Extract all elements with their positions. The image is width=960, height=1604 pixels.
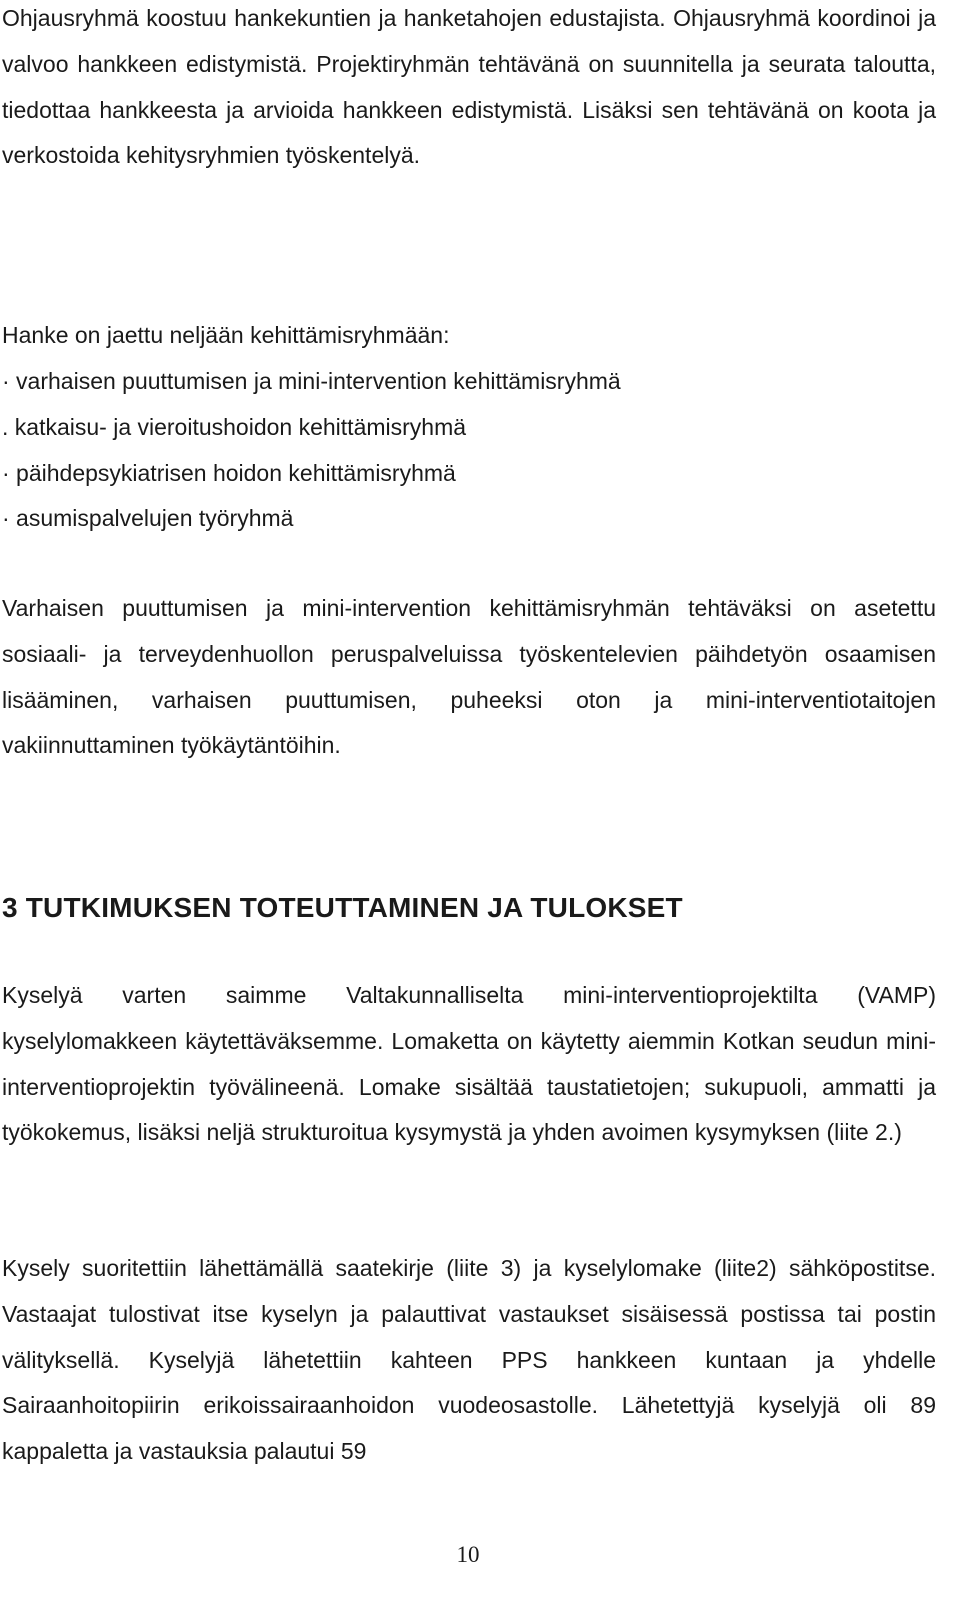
steering-group-paragraph: Ohjausryhmä koostuu hankekuntien ja hanketahojen edustajista. Ohjausryhmä koordinoi ja valvoo hankkeen edistymistä. Projektiryhmän tehtävänä on suunnitella ja seurata taloutta, tiedottaa hankkeesta ja arvioida hankkeen edistymistä. Lisäksi sen tehtävänä on koota ja verkostoida kehitysryhmien työskentelyä. bbox=[2, 5, 936, 169]
list-item: . katkaisu- ja vieroitushoidon kehittämisryhmä bbox=[2, 413, 467, 440]
list-item: · asumispalvelujen työryhmä bbox=[2, 505, 294, 532]
section-heading: 3 TUTKIMUKSEN TOTEUTTAMINEN JA TULOKSET bbox=[2, 892, 683, 923]
early-intervention-paragraph: Varhaisen puuttumisen ja mini-intervention kehittämisryhmän tehtäväksi on asetettu sosiaali- ja terveydenhuollon peruspalveluissa työskentelevien päihdetyön osaamisen lisääminen, varhaisen puuttumisen, puheeksi oton ja mini-interventiotaitojen vakiinnuttaminen työkäytäntöihin. bbox=[2, 595, 936, 759]
survey-form-paragraph: Kyselyä varten saimme Valtakunnalliselta mini-interventioprojektilta (VAMP) kyselylomakkeen käytettäväksemme. Lomaketta on käytetty aiemmin Kotkan seudun mini-interventioprojektin työvälineenä. Lomake sisältää taustatietojen; sukupuoli, ammatti ja työkokemus, lisäksi neljä strukturoitua kysymystä ja yhden avoimen kysymyksen (liite 2.) bbox=[2, 982, 936, 1146]
list-item: · varhaisen puuttumisen ja mini-intervention kehittämisryhmä bbox=[2, 368, 621, 394]
groups-intro: Hanke on jaettu neljään kehittämisryhmään: bbox=[2, 322, 450, 348]
survey-delivery-paragraph: Kysely suoritettiin lähettämällä saatekirje (liite 3) ja kyselylomake (liite2) sähköpostitse. Vastaajat tulostivat itse kyselyn ja palauttivat vastaukset sisäisessä postissa tai postin välityksellä. Kyselyjä lähetettiin kahteen PPS hankkeen kuntaan ja yhdelle Sairaanhoitopiirin erikoissairaanhoidon vuodeosastolle. Lähetettyjä kyselyjä oli 89 kappaletta ja vastauksia palautui 59 bbox=[2, 1255, 936, 1465]
list-item: · päihdepsykiatrisen hoidon kehittämisryhmä bbox=[2, 459, 456, 486]
page-number: 10 bbox=[456, 1542, 480, 1567]
development-groups-list bbox=[2, 359, 621, 542]
